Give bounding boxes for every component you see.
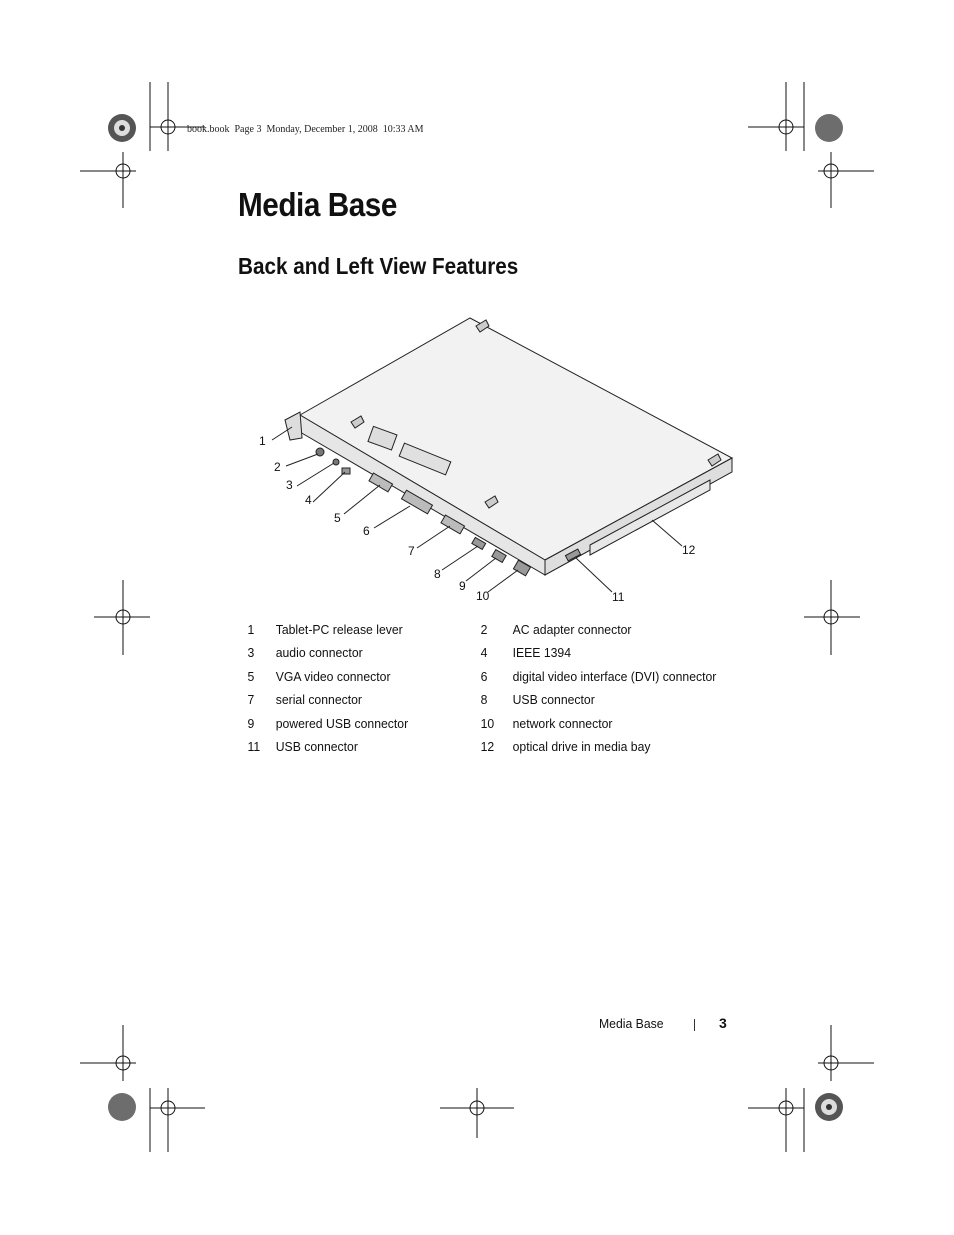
callout-text: network connector <box>512 715 613 731</box>
starburst-mark-icon <box>108 114 136 142</box>
callout-text: optical drive in media bay <box>512 738 651 754</box>
figure-label: 2 <box>274 460 281 474</box>
figure-label: 4 <box>305 493 312 507</box>
gray-dot-mark-icon <box>108 1093 136 1121</box>
figure-label: 10 <box>476 589 490 603</box>
crosshair-mark-icon <box>150 1088 205 1152</box>
page-number: 3 <box>719 1015 727 1031</box>
release-lever <box>285 412 302 440</box>
crosshair-mark-icon <box>804 580 860 655</box>
figure-label: 5 <box>334 511 341 525</box>
callout-number: 7 <box>247 692 255 708</box>
media-base-illustration <box>240 300 760 615</box>
callout-number: 1 <box>247 622 255 637</box>
callout-row <box>240 692 729 715</box>
callout-row <box>240 716 729 739</box>
callout-text: VGA video connector <box>275 668 391 684</box>
figure-label: 3 <box>286 478 293 492</box>
crosshair-mark-icon <box>80 152 136 208</box>
callout-row <box>240 622 729 645</box>
gray-dot-mark-icon <box>815 114 843 142</box>
figure-label: 8 <box>434 567 441 581</box>
starburst-mark-icon <box>815 1093 843 1121</box>
crosshair-mark-icon <box>150 82 205 151</box>
figure-label: 11 <box>612 590 625 604</box>
section-title: Back and Left View Features <box>238 253 519 279</box>
audio-port <box>333 459 339 465</box>
callout-number: 10 <box>480 715 495 731</box>
footer-title: Media Base <box>599 1016 664 1031</box>
callout-number: 12 <box>480 738 495 754</box>
crosshair-mark-icon <box>94 580 150 655</box>
callout-number: 4 <box>480 645 488 661</box>
figure-label: 6 <box>363 524 370 538</box>
figure-label: 7 <box>408 544 415 558</box>
callout-row <box>240 739 729 762</box>
figure-label: 12 <box>682 543 696 557</box>
callout-text: serial connector <box>275 692 362 708</box>
callout-number: 9 <box>247 715 255 731</box>
crosshair-mark-icon <box>80 1025 136 1081</box>
callout-text: powered USB connector <box>275 715 409 731</box>
callout-text: audio connector <box>275 645 363 661</box>
page-title: Media Base <box>238 186 397 223</box>
crosshair-mark-icon <box>748 82 804 151</box>
callout-number: 5 <box>247 668 255 684</box>
callout-text: USB connector <box>275 738 358 754</box>
crosshair-mark-icon <box>818 1025 874 1081</box>
callout-number: 3 <box>247 645 255 661</box>
callout-row <box>240 645 729 668</box>
callout-number: 11 <box>247 738 261 754</box>
callout-text: USB connector <box>512 692 595 708</box>
crosshair-mark-icon <box>748 1088 804 1152</box>
callout-text: digital video interface (DVI) connector <box>512 668 717 684</box>
callout-text: IEEE 1394 <box>512 645 572 661</box>
footer-separator <box>694 1019 695 1031</box>
callout-number: 8 <box>480 692 488 708</box>
crosshair-mark-icon <box>440 1088 514 1138</box>
callout-row <box>240 669 729 692</box>
callout-text: AC adapter connector <box>512 622 632 637</box>
callout-table <box>240 622 760 762</box>
callout-number: 2 <box>480 622 488 637</box>
figure-label: 1 <box>259 434 266 448</box>
callout-text: Tablet-PC release lever <box>275 622 403 637</box>
print-header: book.book Page 3 Monday, December 1, 2008 10:33 AM <box>187 124 424 135</box>
callout-number: 6 <box>480 668 488 684</box>
figure-label: 9 <box>459 579 466 593</box>
crosshair-mark-icon <box>818 152 874 208</box>
